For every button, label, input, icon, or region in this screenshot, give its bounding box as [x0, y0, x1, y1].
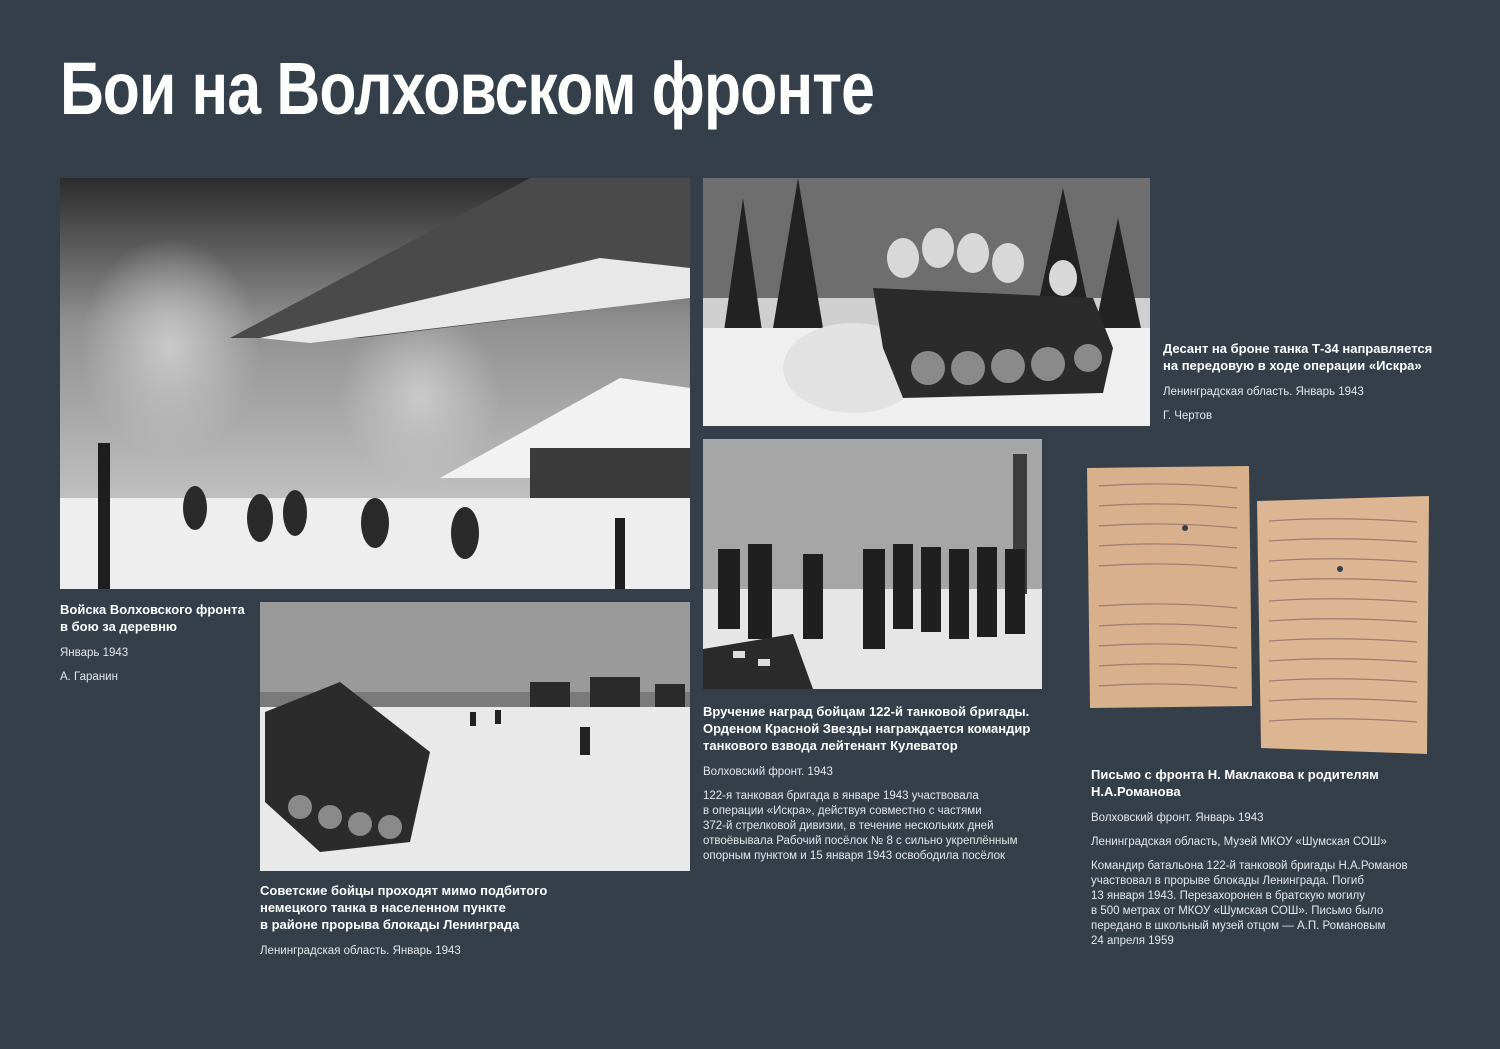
- caption-letter-description: Командир батальона 122-й танковой бригады Н.А.Романов участвовал в прорыве блокады Ленинграда. Погиб 13 января 1943. Перезахоронен в братскую могилу в 500 метрах от МКОУ «Шумская СОШ». Письмо было передано в школьный музей отцом — А.П. Романовым 24 апреля 1959: [1091, 860, 1408, 947]
- caption-award-place: Волховский фронт. 1943: [703, 766, 833, 778]
- caption-award-heading: Вручение наград бойцам 122-й танковой бригады. Орденом Красной Звезды награждается командир танкового взвода лейтенант Кулеватор: [703, 704, 1031, 753]
- caption-german-tank: [260, 882, 690, 959]
- caption-village: [60, 601, 250, 685]
- caption-village-heading: Войска Волховского фронта в бою за деревню: [60, 602, 245, 634]
- caption-tank-desant-heading: Десант на броне танка Т-34 направляется на передовую в ходе операции «Искра»: [1163, 341, 1433, 373]
- caption-award-description: 122-я танковая бригада в январе 1943 участвовала в операции «Искра», действуя совместно с частями 372-й стрелковой дивизии, в течение нескольких дней отвоёвывала Рабочий посёлок № 8 с сильно укреплённым опорным пунктом и 15 января 1943 освободила посёлок: [703, 790, 1018, 862]
- caption-tank-desant-place: Ленинградская область. Январь 1943: [1163, 386, 1364, 398]
- photo-village-battle: [60, 178, 690, 589]
- photo-award-ceremony: [703, 439, 1042, 689]
- photo-tank-desant: [703, 178, 1150, 426]
- caption-letter-heading: Письмо с фронта Н. Маклакова к родителям Н.А.Романова: [1091, 767, 1379, 799]
- caption-award: [703, 703, 1043, 864]
- caption-tank-desant-author: Г. Чертов: [1163, 410, 1213, 422]
- caption-village-author: А. Гаранин: [60, 671, 118, 683]
- caption-german-tank-place: Ленинградская область. Январь 1943: [260, 945, 461, 957]
- caption-village-date: Январь 1943: [60, 647, 129, 659]
- caption-letter: [1091, 766, 1431, 949]
- photo-front-letter: [1087, 466, 1429, 754]
- caption-german-tank-heading: Советские бойцы проходят мимо подбитого немецкого танка в населенном пункте в районе прорыва блокады Ленинграда: [260, 883, 548, 932]
- photo-german-tank: [260, 602, 690, 871]
- caption-letter-source: Ленинградская область, Музей МКОУ «Шумская СОШ»: [1091, 836, 1387, 848]
- page-title: Бои на Волховском фронте: [60, 47, 875, 130]
- caption-letter-place: Волховский фронт. Январь 1943: [1091, 812, 1264, 824]
- caption-tank-desant: [1163, 340, 1463, 424]
